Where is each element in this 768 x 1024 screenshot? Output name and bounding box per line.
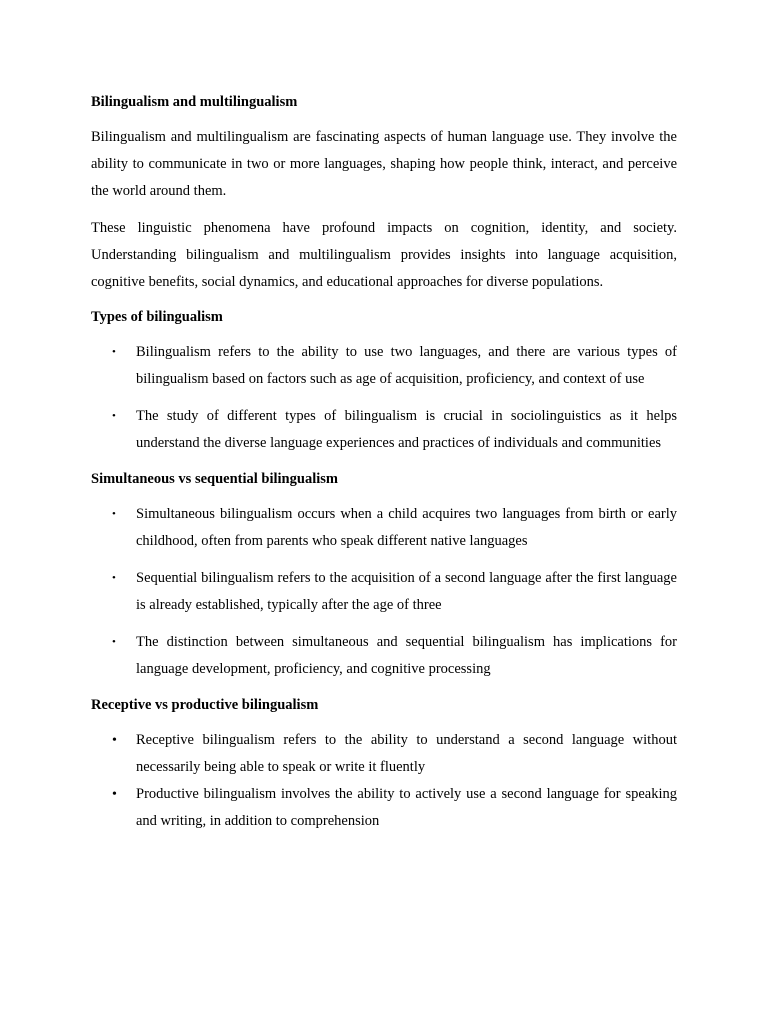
bullet-icon: • [112,636,116,648]
bullet-list-types [91,339,677,457]
list-item [91,403,677,457]
bullet-icon: • [112,572,116,584]
list-item [91,339,677,393]
list-item-text: Receptive bilingualism refers to the ability to understand a second language without necessarily being able to speak or write it fluently [136,732,677,775]
list-item-text: Simultaneous bilingualism occurs when a child acquires two languages from birth or early childhood, often from parents who speak different native languages [136,506,677,549]
section-heading-receptive-productive: Receptive vs productive bilingualism [91,697,319,713]
list-item-text: Sequential bilingualism refers to the acquisition of a second language after the first language is already established, typically after the age of three [136,570,677,613]
bullet-icon: • [112,787,117,802]
bullet-icon: • [112,410,116,422]
list-item-text: The study of different types of bilingualism is crucial in sociolinguistics as it helps understand the diverse language experiences and practices of individuals and communities [136,408,677,451]
intro-paragraph: These linguistic phenomena have profound impacts on cognition, identity, and society. Understanding bilingualism and multilingualism provides insights into language acquisition, cognitive benefits, social dynamics, and educational approaches for diverse populations. [91,220,677,290]
bullet-icon: • [112,346,116,358]
list-item [91,629,677,683]
section-heading-simultaneous-sequential: Simultaneous vs sequential bilingualism [91,471,338,487]
list-item [91,565,677,619]
bullet-icon: • [112,508,116,520]
document-title: Bilingualism and multilingualism [91,94,298,110]
bullet-list-simultaneous-sequential [91,501,677,683]
bullet-icon: • [112,733,117,748]
list-item-text: The distinction between simultaneous and sequential bilingualism has implications for language development, proficiency, and cognitive processing [136,634,677,677]
list-item [91,727,677,781]
list-item-text: Productive bilingualism involves the ability to actively use a second language for speaking and writing, in addition to comprehension [136,786,677,829]
list-item [91,501,677,555]
list-item-text: Bilingualism refers to the ability to use two languages, and there are various types of bilingualism based on factors such as age of acquisition, proficiency, and context of use [136,344,677,387]
list-item [91,781,677,835]
intro-paragraph: Bilingualism and multilingualism are fascinating aspects of human language use. They involve the ability to communicate in two or more languages, shaping how people think, interact, and perceive the world around them. [91,129,677,199]
bullet-list-receptive-productive [91,727,677,835]
section-heading-types: Types of bilingualism [91,309,223,325]
